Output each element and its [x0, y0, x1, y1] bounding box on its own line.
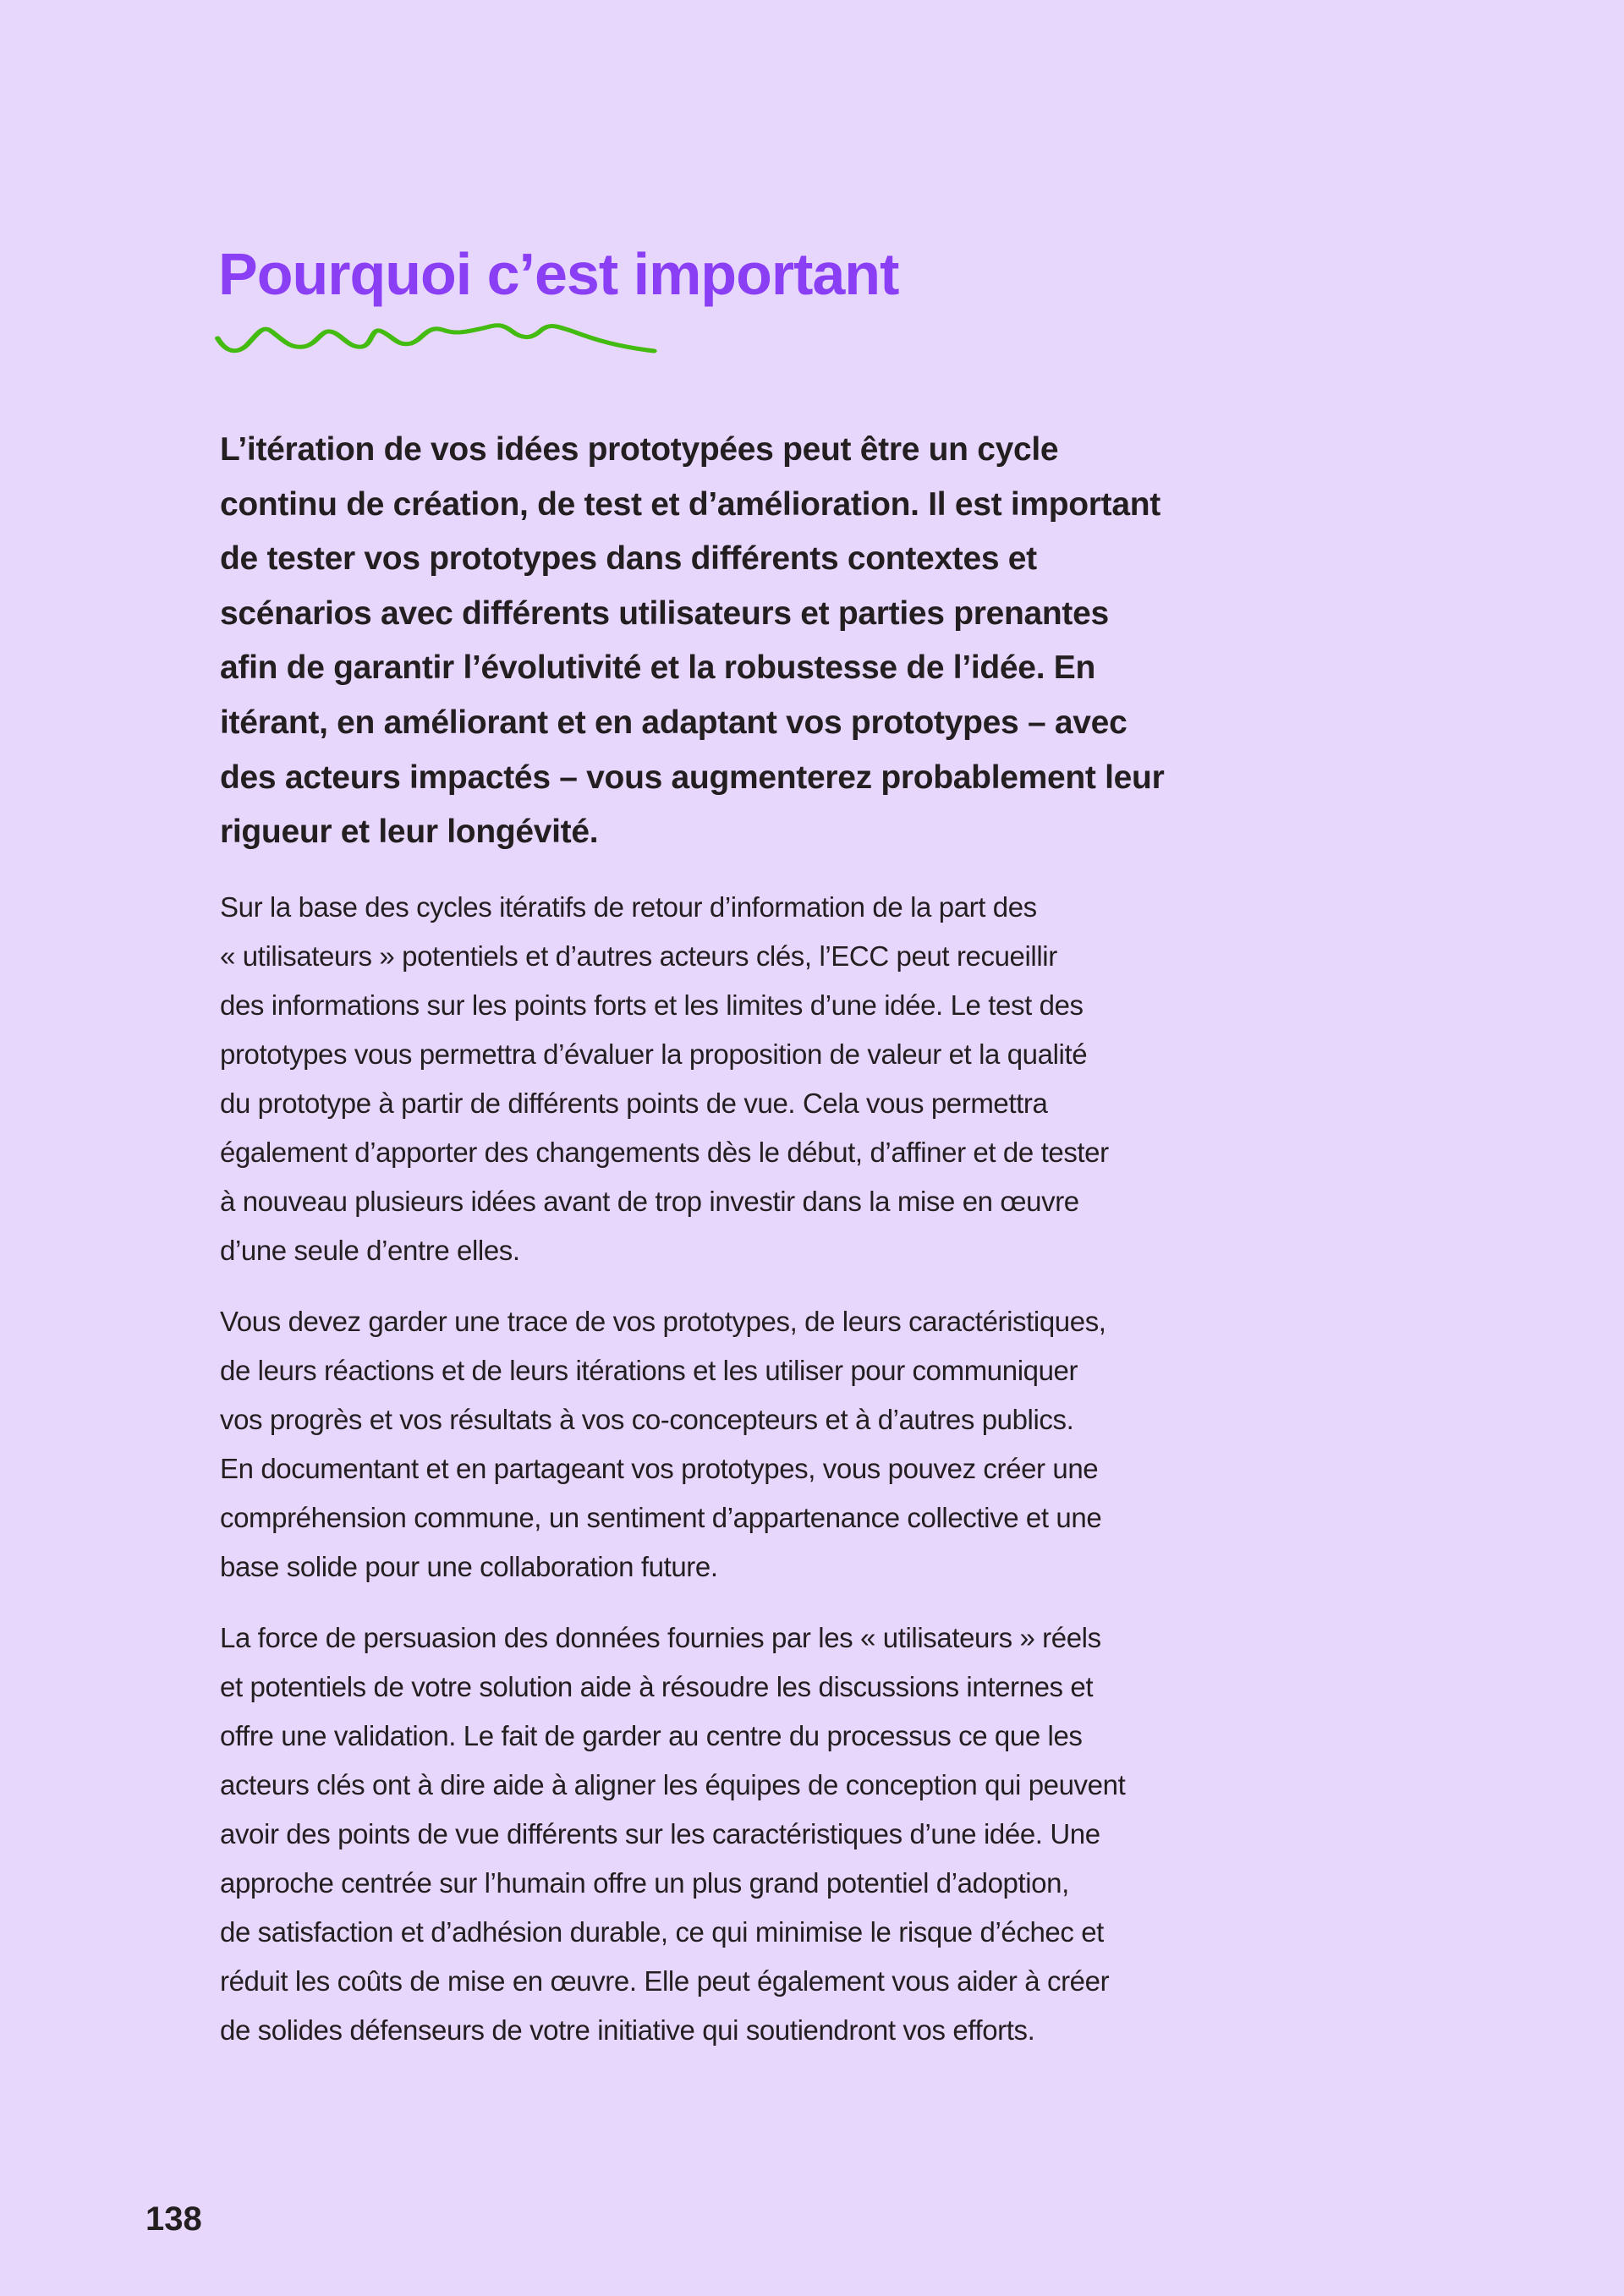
body-line: « utilisateurs » potentiels et d’autres acteurs clés, l’ECC peut recueillir [220, 940, 1057, 972]
body-line: base solide pour une collaboration future. [220, 1551, 718, 1582]
body-line: Sur la base des cycles itératifs de retour d’information de la part des [220, 891, 1037, 923]
squiggle-underline-decoration [213, 321, 661, 372]
body-line: de satisfaction et d’adhésion durable, ce qui minimise le risque d’échec et [220, 1916, 1104, 1948]
body-text [220, 883, 1269, 2077]
body-line: de solides défenseurs de votre initiative qui soutiendront vos efforts. [220, 2014, 1035, 2046]
lead-line: continu de création, de test et d’amélioration. Il est important [220, 485, 1160, 523]
body-line: réduit les coûts de mise en œuvre. Elle peut également vous aider à créer [220, 1965, 1110, 1997]
body-line: des informations sur les points forts et les limites d’une idée. Le test des [220, 989, 1084, 1021]
lead-paragraph [220, 423, 1269, 860]
body-line: compréhension commune, un sentiment d’appartenance collective et une [220, 1502, 1102, 1533]
body-line: En documentant et en partageant vos prototypes, vous pouvez créer une [220, 1453, 1099, 1484]
body-line: approche centrée sur l’humain offre un plus grand potentiel d’adoption, [220, 1867, 1069, 1899]
body-line: acteurs clés ont à dire aide à aligner les équipes de conception qui peuvent [220, 1769, 1126, 1800]
body-line: La force de persuasion des données fournies par les « utilisateurs » réels [220, 1622, 1101, 1653]
lead-line: de tester vos prototypes dans différents contextes et [220, 540, 1037, 578]
lead-line: L’itération de vos idées prototypées peut être un cycle [220, 431, 1059, 468]
body-line: et potentiels de votre solution aide à résoudre les discussions internes et [220, 1671, 1094, 1702]
lead-line: rigueur et leur longévité. [220, 814, 599, 851]
body-line: vos progrès et vos résultats à vos co-concepteurs et à d’autres publics. [220, 1404, 1074, 1435]
body-line: à nouveau plusieurs idées avant de trop investir dans la mise en œuvre [220, 1186, 1079, 1217]
body-paragraph [220, 1297, 1269, 1592]
body-paragraph [220, 883, 1269, 1275]
body-line: offre une validation. Le fait de garder au centre du processus ce que les [220, 1720, 1083, 1751]
page-title: Pourquoi c’est important [218, 241, 899, 307]
lead-line: scénarios avec différents utilisateurs et parties prenantes [220, 595, 1109, 632]
body-line: de leurs réactions et de leurs itérations et les utiliser pour communiquer [220, 1355, 1078, 1386]
body-paragraph [220, 1614, 1269, 2055]
page-number: 138 [145, 2200, 202, 2238]
lead-line: itérant, en améliorant et en adaptant vos prototypes – avec [220, 704, 1127, 741]
lead-line: afin de garantir l’évolutivité et la robustesse de l’idée. En [220, 649, 1096, 687]
body-line: d’une seule d’entre elles. [220, 1235, 520, 1266]
body-line: également d’apporter des changements dès le début, d’affiner et de tester [220, 1137, 1109, 1168]
body-line: avoir des points de vue différents sur les caractéristiques d’une idée. Une [220, 1818, 1100, 1849]
lead-line: des acteurs impactés – vous augmenterez probablement leur [220, 759, 1165, 796]
body-line: prototypes vous permettra d’évaluer la proposition de valeur et la qualité [220, 1038, 1088, 1070]
body-line: du prototype à partir de différents points de vue. Cela vous permettra [220, 1088, 1048, 1119]
body-line: Vous devez garder une trace de vos prototypes, de leurs caractéristiques, [220, 1306, 1106, 1337]
